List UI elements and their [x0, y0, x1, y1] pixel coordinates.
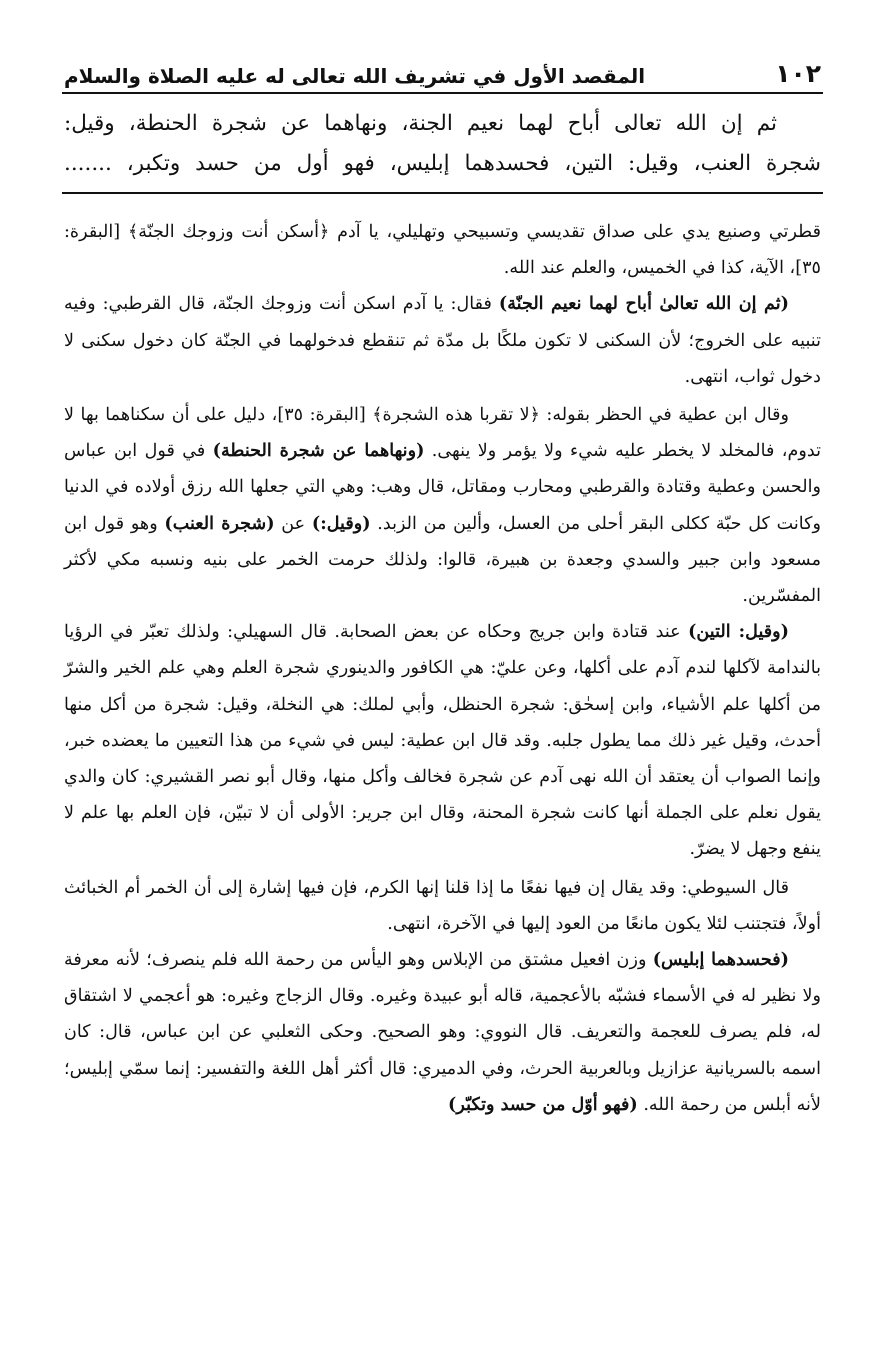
- quoted-phrase: (وقيل: التين): [688, 621, 789, 643]
- quoted-phrase: (وقيل:): [311, 512, 371, 534]
- main-text-line: ثم إن الله تعالى أباح لهما نعيم الجنة، ونهاهما عن شجرة الحنطة، وقيل:: [64, 111, 777, 136]
- book-page: [62, 46, 823, 1360]
- page-header: [62, 46, 823, 94]
- quoted-phrase: (ثم إن الله تعالىٰ أباح لهما نعيم الجنّة): [498, 293, 789, 315]
- commentary-text: عن: [274, 513, 312, 534]
- commentary-paragraph: قال السيوطي: وقد يقال إن فيها نفعًا ما إذا قلنا إنها الكرم، فإن فيها إشارة إلى أن الخمر أم الخبائث أولاً، فتجتنب لئلا يكون مانعًا من العود إليها في الآخرة، انتهى.: [64, 877, 821, 934]
- main-text-block: [62, 104, 823, 194]
- commentary-paragraph: [64, 942, 821, 1123]
- page-number: ١٠٢: [775, 59, 821, 88]
- quoted-phrase: (شجرة العنب): [164, 512, 275, 534]
- running-title: المقصد الأول في تشريف الله تعالى له عليه الصلاة والسلام: [64, 64, 646, 88]
- quoted-phrase: (فحسدهما إبليس): [652, 949, 789, 971]
- main-text-line: شجرة العنب، وقيل: التين، فحسدهما إبليس، فهو أول من حسد وتكبر، .......: [64, 151, 821, 176]
- commentary-paragraph: [64, 286, 821, 395]
- quoted-phrase: (فهو أوّل من حسد وتكبّر): [448, 1093, 638, 1115]
- commentary-text: وهو قول ابن مسعود وابن جبير والسدي وجعدة بن هبيرة، قالوا: ولذلك حرمت الخمر على بنيه ونسبه مكي لأكثر المفسّرين.: [64, 513, 821, 607]
- commentary-text: وقال ابن عطية في الحظر بقوله: ﴿لا تقربا هذه الشجرة﴾ [البقرة: ٣٥]، دليل على أن سكناهما بها لا تدوم، فالمخلد لا يخطر عليه شيء ولا يؤمر ولا ينهى.: [64, 405, 821, 462]
- quoted-phrase: (ونهاهما عن شجرة الحنطة): [212, 440, 425, 462]
- commentary-text: وزن افعيل مشتق من الإبلاس وهو اليأس من رحمة الله فلم ينصرف؛ لأنه معرفة ولا نظير له في الأسماء فشبّه بالأعجمية، قاله أبو عبيدة وغيره. وقال الزجاج وغيره: هو أعجمي لا اشتقاق له، فلم يصرف للعجمة والتعريف. قال النووي: وهو الصحيح. وحكى الثعلبي عن ابن عباس، قال: كان اسمه بالسريانية عزازيل وبالعربية الحرث، وفي الدميري: قال أكثر أهل اللغة والتفسير: إنما سمّي إبليس؛ لأنه أبلس من رحمة الله.: [64, 950, 821, 1115]
- commentary-paragraph: قطرتي وصنيع يدي على صداق تقديسي وتسبيحي وتهليلي، يا آدم ﴿أسكن أنت وزوجك الجنّة﴾ [البقرة: ٣٥]، الآية، كذا في الخميس، والعلم عند الله.: [64, 222, 821, 279]
- commentary-text: عند قتادة وابن جريج وحكاه عن بعض الصحابة. قال السهيلي: ولذلك تعبّر في الرؤيا بالندامة لآكلها لندم آدم على أكلها، وعن عليّ: هي الكافور والدينوري شجرة العلم وهي علم الخير والشرّ من أكلها علم الأشياء، وابن إسحٰق: شجرة الحنظل، وأبي لملك: هي النخلة، وقيل: شجرة من أكل منها أحدث، وقيل غير ذلك مما يطول جلبه. وقد قال ابن عطية: ليس في شيء من هذا التعيين ما يعضده خبر، وإنما الصواب أن يعتقد أن الله نهى آدم عن شجرة فخالف وأكل منها، وقال أبو نصر القشيري: كان والدي يقول نعلم على الجملة أنها كانت شجرة المحنة، وقال ابن جرير: الأولى أن لا تبيّن، فإن العلم بها علم لا ينفع وجهل لا يضرّ.: [64, 622, 821, 860]
- commentary-paragraph: [64, 397, 821, 614]
- commentary-text: فقال: يا آدم اسكن أنت وزوجك الجنّة، قال القرطبي: وفيه تنبيه على الخروج؛ لأن السكنى لا تكون ملكًا بل مدّة ثم تنقطع فدخولهما في الجنّة كان دخول سكنى لا دخول ثواب، انتهى.: [64, 294, 821, 387]
- commentary-text: في قول ابن عباس والحسن وعطية وقتادة والقرطبي ومحارب ومقاتل، قال وهب: وهي التي جعلها الله رزق أولاده في الدنيا وكانت كل حبّة ككلى البقر أحلى من العسل، وألين من الزبد.: [64, 441, 822, 534]
- commentary-block: [62, 214, 823, 1123]
- commentary-paragraph: [64, 614, 821, 867]
